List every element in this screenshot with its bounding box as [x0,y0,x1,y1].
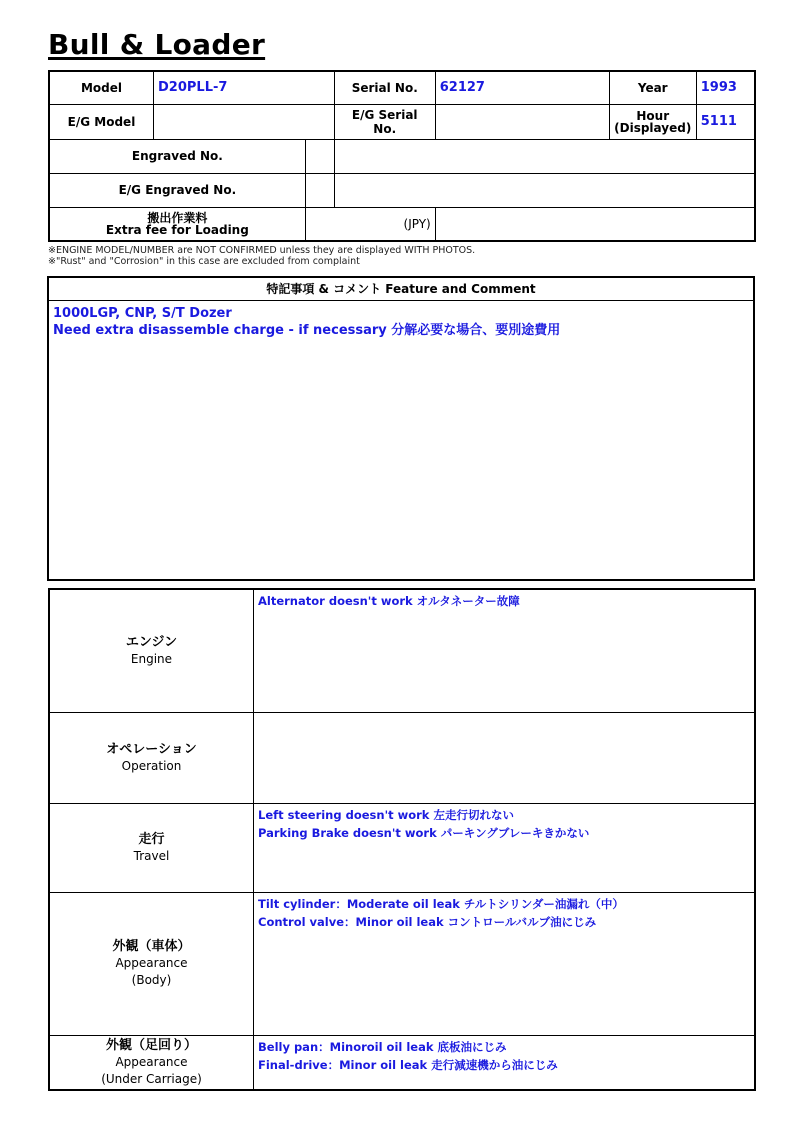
serial-value: 62127 [435,71,609,104]
eg-engraved-label: E/G Engraved No. [49,173,305,207]
serial-label: Serial No. [334,71,435,104]
under-details [254,1035,756,1090]
body-label-jp: 外観（車体） [112,939,191,954]
hour-label [609,104,696,139]
operation-label-en: Operation [121,758,182,773]
under-line-1: Belly pan：Minoroil oil leak 底板油にじみ [258,1039,507,1054]
body-label-en: Appearance [115,956,188,970]
engraved-value [334,139,755,173]
body-line-2: Control valve：Minor oil leak コントロールバルブ油にじみ [258,914,597,929]
travel-line-2: Parking Brake doesn't work パーキングブレーキきかない [258,825,590,840]
travel-details [254,803,756,892]
hour-value: 5111 [696,104,755,139]
under-category [49,1035,254,1090]
section-appearance-body [49,892,755,1035]
section-appearance-under [49,1035,755,1090]
eg-serial-label: E/G Serial No. [334,104,435,139]
section-engine [49,589,755,712]
engraved-small-cell [305,139,334,173]
loading-fee-extra [435,207,755,241]
section-travel [49,803,755,892]
eg-engraved-value [334,173,755,207]
year-value: 1993 [696,71,755,104]
engine-label-jp: エンジン [125,634,178,650]
eg-model-value [154,104,335,139]
loading-fee-label-jp: 搬出作業料 [147,210,208,225]
body-details [254,892,756,1035]
loading-fee-label-en: Extra fee for Loading [105,222,249,237]
under-line-2: Final-drive：Minor oil leak 走行減速機から油にじみ [258,1057,558,1072]
under-label-jp: 外観（足回り） [105,1037,197,1053]
feature-line-1: 1000LGP, CNP, S/T Dozer [53,306,232,321]
feature-body [49,301,753,343]
hour-label-line2: (Displayed) [614,120,692,135]
under-label-en: Appearance [115,1054,188,1069]
engine-line-1: Alternator doesn't work オルタネーター故障 [258,594,520,608]
loading-fee-unit: (JPY) [305,207,435,241]
condition-table [48,588,756,1091]
feature-comment-box [47,276,755,581]
loading-fee-label [49,207,305,241]
note-line-1: ※ENGINE MODEL/NUMBER are NOT CONFIRMED unless they are displayed WITH PHOTOS. [48,245,476,256]
operation-label-jp: オペレーション [106,741,197,757]
feature-line-2: Need extra disassemble charge - if necessary 分解必要な場合、要別途費用 [53,323,561,338]
body-label-en2: (Body) [131,973,172,987]
eg-model-label: E/G Model [49,104,154,139]
model-value: D20PLL-7 [154,71,335,104]
note-line-2: ※"Rust" and "Corrosion" in this case are excluded from complaint [48,256,360,267]
engine-label-en: Engine [130,651,173,666]
travel-category [49,803,254,892]
travel-label-en: Travel [133,848,170,863]
travel-label-jp: 走行 [138,831,165,847]
hour-label-line1: Hour [636,108,670,123]
eg-serial-value [435,104,609,139]
engine-details [254,589,756,712]
eg-engraved-small-cell [305,173,334,207]
feature-heading: 特記事項 & コメント Feature and Comment [49,278,753,301]
engraved-label: Engraved No. [49,139,305,173]
under-label-en2: (Under Carriage) [101,1071,202,1086]
body-category [49,892,254,1035]
disclaimer-notes [48,245,475,267]
operation-category [49,712,254,803]
model-label: Model [49,71,154,104]
section-operation [49,712,755,803]
travel-line-1: Left steering doesn't work 左走行切れない [258,807,514,822]
operation-details [254,712,756,803]
page-title: Bull & Loader [48,28,266,61]
body-line-1: Tilt cylinder：Moderate oil leak チルトシリンダー油漏れ（中） [258,896,624,911]
machine-info-table [48,70,756,242]
engine-category [49,589,254,712]
year-label: Year [609,71,696,104]
